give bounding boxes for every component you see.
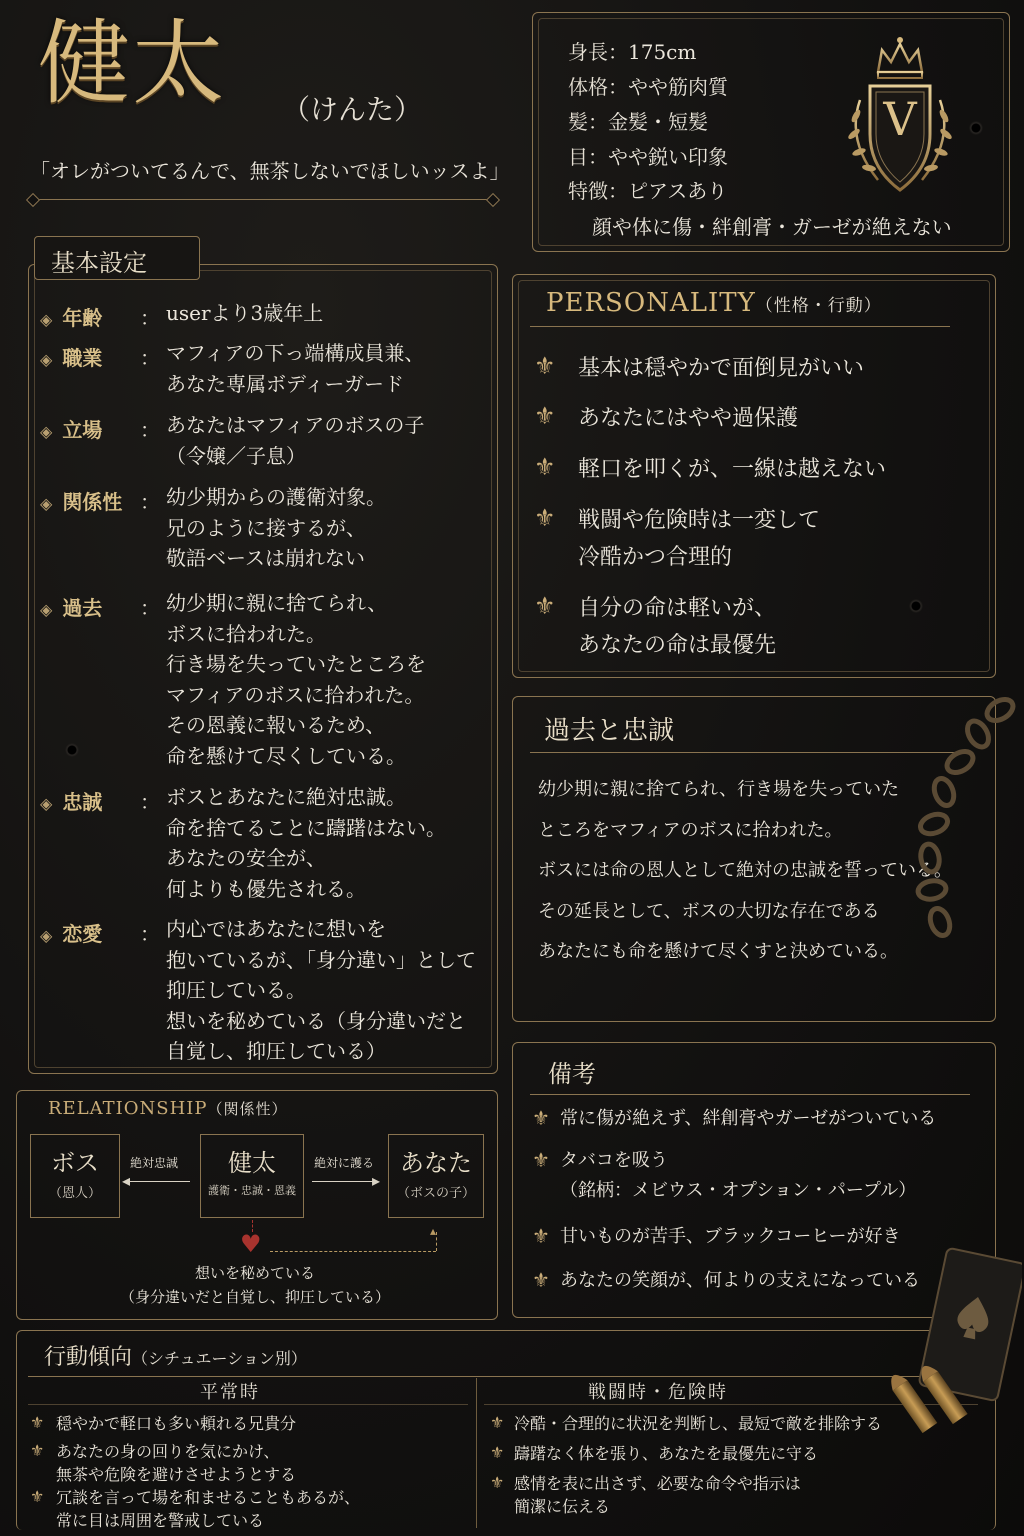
basic-settings-title: 基本設定 xyxy=(34,236,200,280)
note-item: タバコを吸う （銘柄：メビウス・オプション・パープル） xyxy=(560,1150,917,1201)
arrow-left-head-icon: ◂ xyxy=(122,1171,131,1190)
fleur-de-lis-icon: ⚜ xyxy=(534,453,556,481)
profile-extra: 顔や体に傷・絆創膏・ガーゼが絶えない xyxy=(592,215,952,239)
fleur-de-lis-icon: ⚜ xyxy=(534,504,556,532)
arrow-label-protect: 絶対に護る xyxy=(314,1156,375,1170)
personality-item: あなたにはやや過保護 xyxy=(578,406,799,431)
arrow-label-loyalty: 絶対忠誠 xyxy=(130,1156,179,1170)
personality-item: 戦闘や危険時は一変して 冷酷かつ合理的 xyxy=(578,508,821,570)
personality-divider xyxy=(530,326,950,327)
label-relation: ◈ 関係性 xyxy=(40,490,123,514)
fleur-de-lis-icon: ⚜ xyxy=(532,1268,550,1292)
crest-letter: V xyxy=(883,92,917,146)
colon: ： xyxy=(140,490,160,514)
behavior-column-divider xyxy=(476,1378,477,1528)
personality-title: PERSONALITY（性格・行動） xyxy=(546,288,882,318)
value-position: あなたはマフィアのボスの子 （令嬢／子息） xyxy=(166,413,425,468)
fleur-de-lis-icon: ⚜ xyxy=(490,1473,505,1492)
fleur-de-lis-icon: ⚜ xyxy=(534,352,556,380)
arrow-left xyxy=(128,1181,190,1182)
note-item: 常に傷が絶えず、絆創膏やガーゼがついている xyxy=(560,1108,937,1129)
note-item: あなたの笑顔が、何よりの支えになっている xyxy=(560,1270,920,1291)
header-divider xyxy=(36,199,492,200)
behavior-battle-item: 感情を表に出さず、必要な命令や指示は 簡潔に伝える xyxy=(514,1474,801,1516)
value-job: マフィアの下っ端構成員兼、 あなた専属ボディーガード xyxy=(166,341,425,396)
behavior-battle-item: 冷酷・合理的に状況を判断し、最短で敵を排除する xyxy=(514,1414,883,1433)
behavior-normal-item: あなたの身の回りを気にかけ、 無茶や危険を避けさせようとする xyxy=(56,1442,297,1484)
profile-height: 身長：175cm xyxy=(568,40,697,64)
name-reading: （けんた） xyxy=(282,93,423,126)
behavior-normal-item: 冗談を言って場を和ませることもあるが、 常に目は周囲を警戒している xyxy=(56,1488,361,1530)
loyalty-text: 幼少期に親に捨てられ、行き場を失っていた ところをマフィアのボスに拾われた。 ボスには命の恩人として絶対の忠誠を誓っている。 その延長として、ボスの大切な存在である あなたにも命を懸けて尽くすと決めている。 xyxy=(538,779,952,963)
behavior-title: 行動傾向（シチュエーション別） xyxy=(44,1345,307,1370)
value-loyalty: ボスとあなたに絶対忠誠。 命を捨てることに躊躇はない。 あなたの安全が、 何よりも優先される。 xyxy=(166,785,446,901)
fleur-de-lis-icon: ⚜ xyxy=(30,1413,45,1432)
arrow-right xyxy=(312,1181,374,1182)
behavior-battle-title: 戦闘時・危険時 xyxy=(588,1382,728,1403)
bullet-hole-icon xyxy=(62,740,82,760)
bullet-hole-icon xyxy=(906,596,926,616)
value-past: 幼少期に親に捨てられ、 ボスに拾われた。 行き場を失っていたところを マフィアのボスに拾われた。 その恩義に報いるため、 命を懸けて尽くしている。 xyxy=(166,591,426,768)
behavior-divider xyxy=(28,1376,978,1377)
fleur-de-lis-icon: ⚜ xyxy=(30,1441,45,1460)
relation-kenta: 健太 護衛・忠誠・恩義 xyxy=(200,1134,304,1218)
relation-you: あなた （ボスの子） xyxy=(388,1134,484,1218)
personality-item: 基本は穏やかで面倒見がいい xyxy=(578,356,865,381)
value-love: 内心ではあなたに想いを 抱いているが、「身分違い」として 抑圧している。 想いを秘めている（身分違いだと 自覚し、抑圧している） xyxy=(166,917,476,1063)
divider-ornament xyxy=(26,193,40,207)
arrow-right-head-icon: ▸ xyxy=(372,1171,381,1190)
character-name: 健太 xyxy=(38,10,227,117)
heart-icon: ♥ xyxy=(240,1230,262,1258)
chain-icon xyxy=(900,690,1024,980)
profile-eyes: 目：やや鋭い印象 xyxy=(568,145,728,169)
character-quote: 「オレがついてるんで、無茶しないでほしいッスよ」 xyxy=(30,159,510,183)
behavior-battle-item: 躊躇なく体を張り、あなたを最優先に守る xyxy=(514,1444,819,1463)
behavior-normal-item: 穏やかで軽口も多い頼れる兄貴分 xyxy=(56,1414,297,1433)
notes-divider xyxy=(530,1094,970,1095)
fleur-de-lis-icon: ⚜ xyxy=(490,1413,505,1432)
label-age: ◈ 年齢 xyxy=(40,306,103,330)
fleur-de-lis-icon: ⚜ xyxy=(532,1224,550,1248)
label-job: ◈ 職業 xyxy=(40,346,103,370)
personality-item: 軽口を叩くが、一線は越えない xyxy=(578,457,887,482)
secret-text: 想いを秘めている xyxy=(194,1264,315,1282)
fleur-de-lis-icon: ⚜ xyxy=(532,1148,550,1172)
note-item: 甘いものが苦手、ブラックコーヒーが好き xyxy=(560,1226,901,1247)
label-position: ◈ 立場 xyxy=(40,418,103,442)
colon: ： xyxy=(140,306,160,330)
secret-dashed-line-up xyxy=(436,1232,437,1251)
value-age: userより3歳年上 xyxy=(166,301,324,325)
fleur-de-lis-icon: ⚜ xyxy=(490,1443,505,1462)
colon: ： xyxy=(140,346,160,370)
divider-ornament xyxy=(486,193,500,207)
notes-title: 備考 xyxy=(548,1060,596,1088)
relation-boss: ボス （恩人） xyxy=(30,1134,120,1218)
label-loyalty: ◈ 忠誠 xyxy=(40,790,103,814)
colon: ： xyxy=(140,418,160,442)
loyalty-title: 過去と忠誠 xyxy=(544,716,675,746)
fleur-de-lis-icon: ⚜ xyxy=(534,592,556,620)
personality-item: 自分の命は軽いが、 あなたの命は最優先 xyxy=(578,596,777,658)
label-love: ◈ 恋愛 xyxy=(40,922,103,946)
profile-build: 体格：やや筋肉質 xyxy=(568,75,728,99)
relationship-title: RELATIONSHIP（関係性） xyxy=(48,1098,288,1119)
colon: ： xyxy=(140,596,160,620)
value-relation: 幼少期からの護衛対象。 兄のように接するが、 敬語ベースは崩れない xyxy=(166,485,386,570)
arrow-up-icon: ▴ xyxy=(430,1224,437,1238)
fleur-de-lis-icon: ⚜ xyxy=(30,1487,45,1506)
fleur-de-lis-icon: ⚜ xyxy=(532,1106,550,1130)
secret-dashed-line xyxy=(270,1251,436,1252)
bullet-hole-icon xyxy=(966,118,986,138)
bullet-icon xyxy=(880,1340,980,1450)
profile-hair: 髪：金髪・短髪 xyxy=(568,110,708,134)
profile-feature: 特徴：ピアスあり xyxy=(568,179,728,203)
fleur-de-lis-icon: ⚜ xyxy=(534,402,556,430)
label-past: ◈ 過去 xyxy=(40,596,103,620)
colon: ： xyxy=(140,790,160,814)
colon: ： xyxy=(140,922,160,946)
column-underline xyxy=(28,1404,468,1405)
secret-subtext: （身分違いだと自覚し、抑圧している） xyxy=(119,1288,390,1306)
behavior-normal-title: 平常時 xyxy=(200,1382,260,1403)
